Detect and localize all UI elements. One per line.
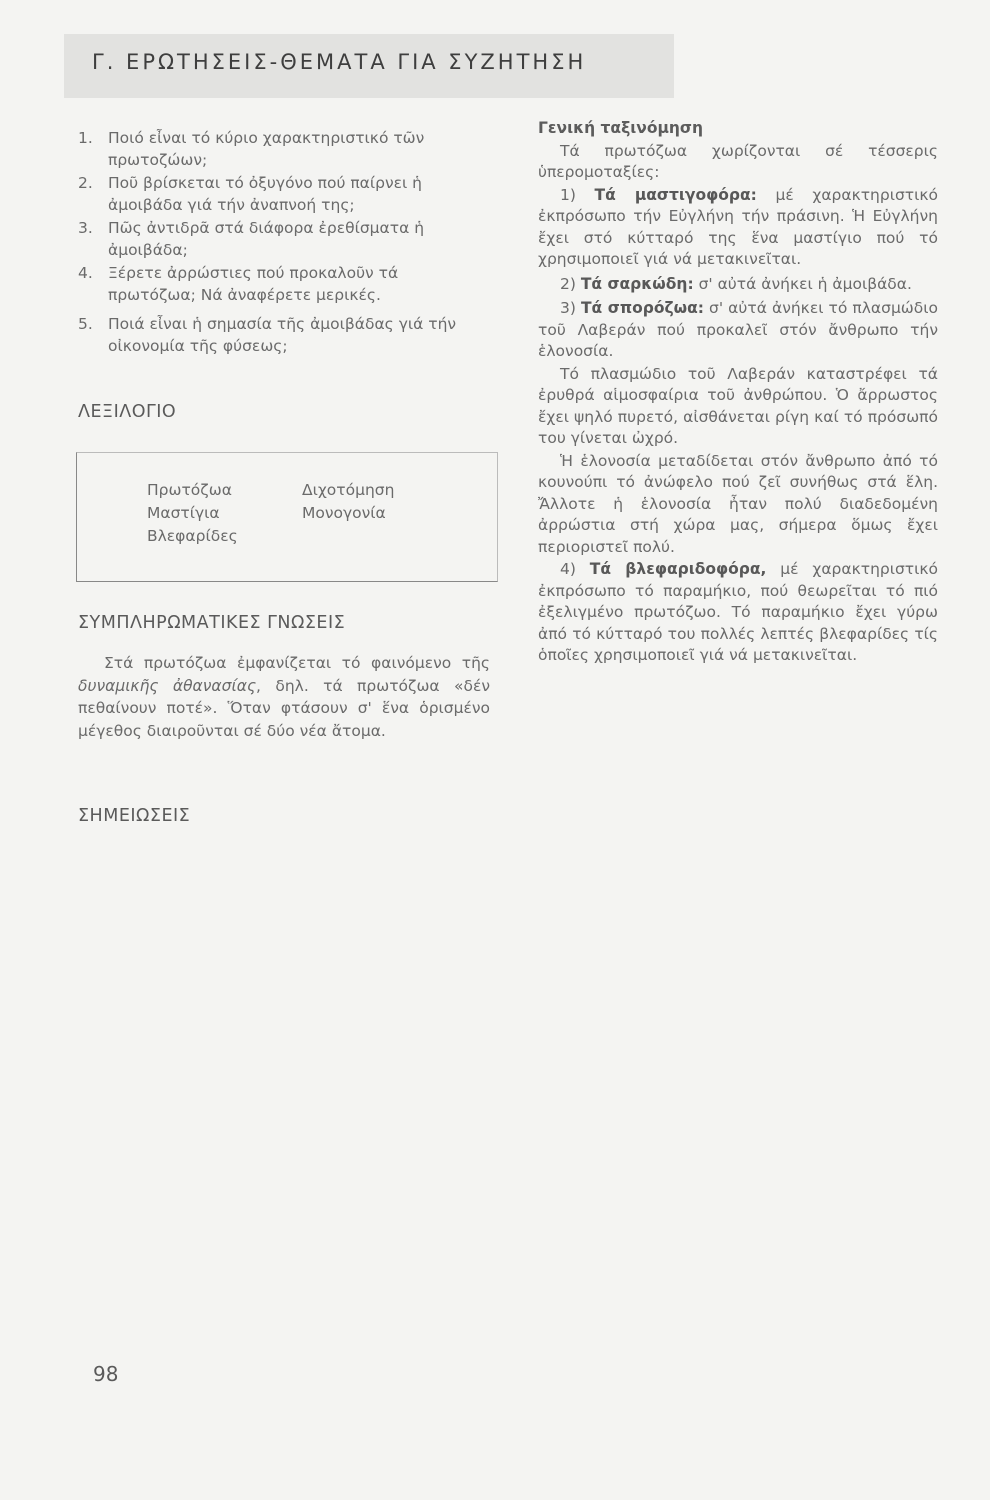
item-text: σ' αὐτά ἀνήκει ἡ ἀμοιβάδα. bbox=[693, 274, 912, 293]
questions-list bbox=[78, 128, 490, 359]
question-item bbox=[78, 263, 490, 306]
question-number: 5. bbox=[78, 315, 93, 333]
question-text: Ξέρετε ἀρρώστιες πού προκαλοῦν τά πρωτόζωα; Νά ἀναφέρετε μερικές. bbox=[108, 264, 399, 304]
classification-item-2 bbox=[538, 274, 938, 296]
question-number: 2. bbox=[78, 174, 93, 192]
classification-item-3 bbox=[538, 298, 938, 363]
question-item bbox=[78, 218, 490, 261]
item-heading: Τά σπορόζωα: bbox=[580, 299, 704, 317]
question-text: Πῶς ἀντιδρᾶ στά διάφορα ἐρεθίσματα ἡ ἀμοιβάδα; bbox=[108, 219, 425, 259]
lexicon-box bbox=[76, 452, 498, 582]
lexicon-word: Μονογονία bbox=[302, 504, 386, 522]
supplementary-text-start: Στά πρωτόζωα ἐμφανίζεται τό φαινόμενο τῆς bbox=[104, 654, 490, 672]
question-number: 3. bbox=[78, 219, 93, 237]
item-heading: Τά βλεφαριδοφόρα, bbox=[589, 560, 767, 578]
lexicon-word: Διχοτόμηση bbox=[302, 481, 395, 499]
question-number: 4. bbox=[78, 264, 93, 282]
item-prefix: 3) bbox=[560, 299, 581, 317]
question-item bbox=[78, 314, 490, 357]
item-text: μέ χαρακτηριστικό ἐκπρόσωπο τό παραμήκιο, πού θεωρεῖται τό πιό ἐξελιγμένο πρωτόζωο. Τό παραμήκιο ἔχει γύρω ἀπό τό κύτταρό του πολλές λεπτές βλεφαρίδες τίς ὁποῖες χρησιμοποιεῖ γιά νά μετακινεῖται. bbox=[538, 560, 939, 664]
question-text: Ποῦ βρίσκεται τό ὀξυγόνο πού παίρνει ἡ ἀμοιβάδα γιά τήν ἀναπνοή της; bbox=[108, 174, 423, 214]
supplementary-italic: δυναμικῆς ἀθανασίας bbox=[78, 676, 257, 695]
question-item bbox=[78, 173, 490, 216]
item-text: μέ χαρακτηριστικό ἐκπρόσωπο τήν Εὐγλήνη τήν πράσινη. Ἡ Εὐγλήνη ἔχει στό κύτταρό της ἕνα μαστίγιο πού τό χρησιμοποιεῖ γιά νά μετακινεῖται. bbox=[538, 185, 938, 268]
item-prefix: 1) bbox=[560, 185, 595, 204]
classification-title: Γενική ταξινόμηση bbox=[538, 119, 704, 137]
classification-item-1 bbox=[538, 185, 938, 271]
supplementary-title: ΣΥΜΠΛΗΡΩΜΑΤΙΚΕΣ ΓΝΩΣΕΙΣ bbox=[78, 613, 346, 633]
item-prefix: 2) bbox=[560, 274, 581, 293]
lexicon-word: Μαστίγια bbox=[147, 504, 220, 522]
question-number: 1. bbox=[78, 129, 93, 147]
classification-column bbox=[538, 118, 938, 668]
lexicon-title: ΛΕΞΙΛΟΓΙΟ bbox=[78, 402, 177, 422]
question-text: Ποιά εἶναι ἡ σημασία τῆς ἀμοιβάδας γιά τήν οἰκονομία τῆς φύσεως; bbox=[108, 315, 457, 355]
page-number: 98 bbox=[93, 1362, 119, 1386]
item-prefix: 4) bbox=[560, 560, 590, 578]
lexicon-word: Βλεφαρίδες bbox=[147, 527, 238, 545]
item-heading: Τά σαρκώδη: bbox=[580, 274, 694, 293]
classification-item-4 bbox=[538, 559, 938, 667]
classification-paragraph: Ἡ ἑλονοσία μεταδίδεται στόν ἄνθρωπο ἀπό τό κουνούπι τό ἀνώφελο πού ζεῖ συνήθως στά ἕλη. Ἄλλοτε ἡ ἑλονοσία ἦταν πολύ διαδεδομένη ἀρρώστια στή χώρα μας, σήμερα ὅμως ἔχει περιοριστεῖ πολύ. bbox=[538, 451, 938, 556]
question-item bbox=[78, 128, 490, 171]
section-title: Γ. ΕΡΩΤΗΣΕΙΣ-ΘΕΜΑΤΑ ΓΙΑ ΣΥΖΗΤΗΣΗ bbox=[92, 50, 587, 74]
lexicon-word: Πρωτόζωα bbox=[147, 481, 232, 499]
item-text: σ' αὐτά ἀνήκει τό πλασμώδιο τοῦ Λαβεράν πού προκαλεῖ στόν ἄνθρωπο τήν ἑλονοσία. bbox=[538, 299, 938, 360]
notes-title: ΣΗΜΕΙΩΣΕΙΣ bbox=[78, 806, 191, 826]
classification-intro: Τά πρωτόζωα χωρίζονται σέ τέσσερις ὑπερομοταξίες: bbox=[538, 141, 938, 181]
question-text: Ποιό εἶναι τό κύριο χαρακτηριστικό τῶν πρωτοζώων; bbox=[108, 129, 425, 169]
classification-paragraph: Τό πλασμώδιο τοῦ Λαβεράν καταστρέφει τά ἐρυθρά αἱμοσφαίρια τοῦ ἀνθρώπου. Ὁ ἄρρωστος ἔχει ψηλό πυρετό, αἰσθάνεται ρίγη καί τό πρόσωπό του γίνεται ὠχρό. bbox=[538, 364, 938, 447]
supplementary-text-end: , δηλ. τά πρωτόζωα «δέν πεθαίνουν ποτέ». Ὅταν φτάσουν σ' ἕνα ὁρισμένο μέγεθος διαιροῦνται σέ δύο νέα ἄτομα. bbox=[78, 676, 491, 740]
supplementary-text bbox=[78, 652, 490, 742]
item-heading: Τά μαστιγοφόρα: bbox=[594, 185, 757, 204]
